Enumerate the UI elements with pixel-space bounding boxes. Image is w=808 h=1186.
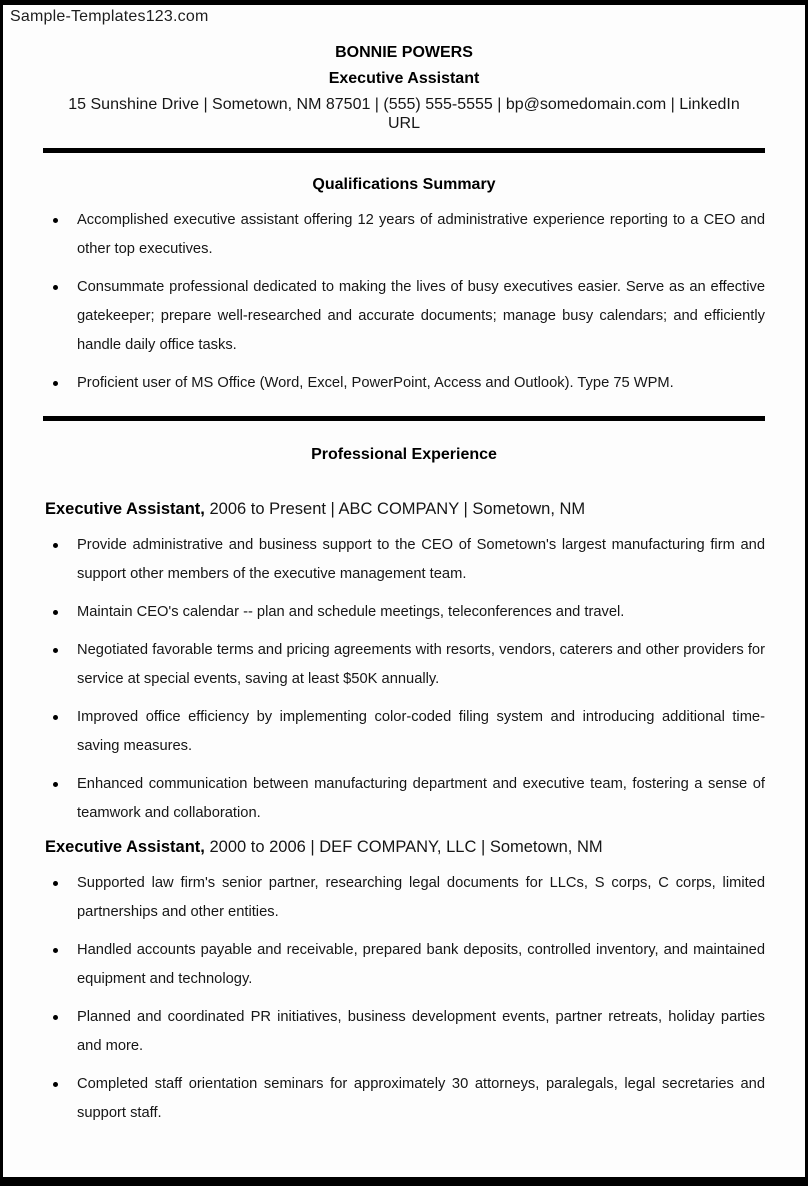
job-duty-item: Provide administrative and business support to the CEO of Sometown's largest manufacturing firm and support other members of the executive management team. [43,531,765,589]
watermark-text: Sample-Templates123.com [10,8,209,25]
experience-section [3,499,805,1128]
job-heading [45,499,765,519]
qualifications-list [43,206,765,398]
job-duty-item: Negotiated favorable terms and pricing agreements with resorts, vendors, caterers and other providers for service at special events, saving at least $50K annually. [43,636,765,694]
contact-line-1: 15 Sunshine Drive | Sometown, NM 87501 | (555) 555-5555 | bp@somedomain.com | LinkedIn [68,96,740,113]
qualification-item: Accomplished executive assistant offering 12 years of administrative experience reporting to a CEO and other top executives. [43,206,765,264]
contact-info [3,95,805,133]
job-duty-item: Improved office efficiency by implementing color-coded filing system and introducing additional time-saving measures. [43,703,765,761]
qualification-item: Consummate professional dedicated to making the lives of busy executives easier. Serve as an effective gatekeeper; prepare well-researched and accurate documents; manage busy calendars; and efficiently handle daily office tasks. [43,273,765,360]
job-title: Executive Assistant, [45,838,205,856]
job-duty-item: Maintain CEO's calendar -- plan and schedule meetings, teleconferences and travel. [43,598,765,627]
candidate-title: Executive Assistant [328,70,480,87]
job-duties-list [43,531,765,828]
section-divider-top [43,148,765,153]
candidate-name: BONNIE POWERS [335,44,473,61]
qualifications-section [3,206,805,398]
job-meta: 2006 to Present | ABC COMPANY | Sometown, NM [204,500,586,518]
qualifications-heading: Qualifications Summary [312,176,496,193]
job-duty-item: Completed staff orientation seminars for approximately 30 attorneys, paralegals, legal secretaries and support staff. [43,1070,765,1128]
job-duty-item: Supported law firm's senior partner, researching legal documents for LLCs, S corps, C corps, limited partnerships and other entities. [43,869,765,927]
job-duty-item: Planned and coordinated PR initiatives, business development events, partner retreats, holiday parties and more. [43,1003,765,1061]
job-duty-item: Enhanced communication between manufacturing department and executive team, fostering a sense of teamwork and collaboration. [43,770,765,828]
job-duties-list [43,869,765,1128]
qualification-item: Proficient user of MS Office (Word, Excel, PowerPoint, Access and Outlook). Type 75 WPM. [43,369,765,398]
section-divider-bottom [43,416,765,421]
job-meta: 2000 to 2006 | DEF COMPANY, LLC | Sometown, NM [204,838,603,856]
resume-header [3,43,805,133]
contact-line-2: URL [387,115,420,132]
experience-heading: Professional Experience [311,446,497,463]
job-title: Executive Assistant, [45,500,205,518]
job-duty-item: Handled accounts payable and receivable, prepared bank deposits, controlled inventory, and maintained equipment and technology. [43,936,765,994]
job-heading [45,837,765,857]
